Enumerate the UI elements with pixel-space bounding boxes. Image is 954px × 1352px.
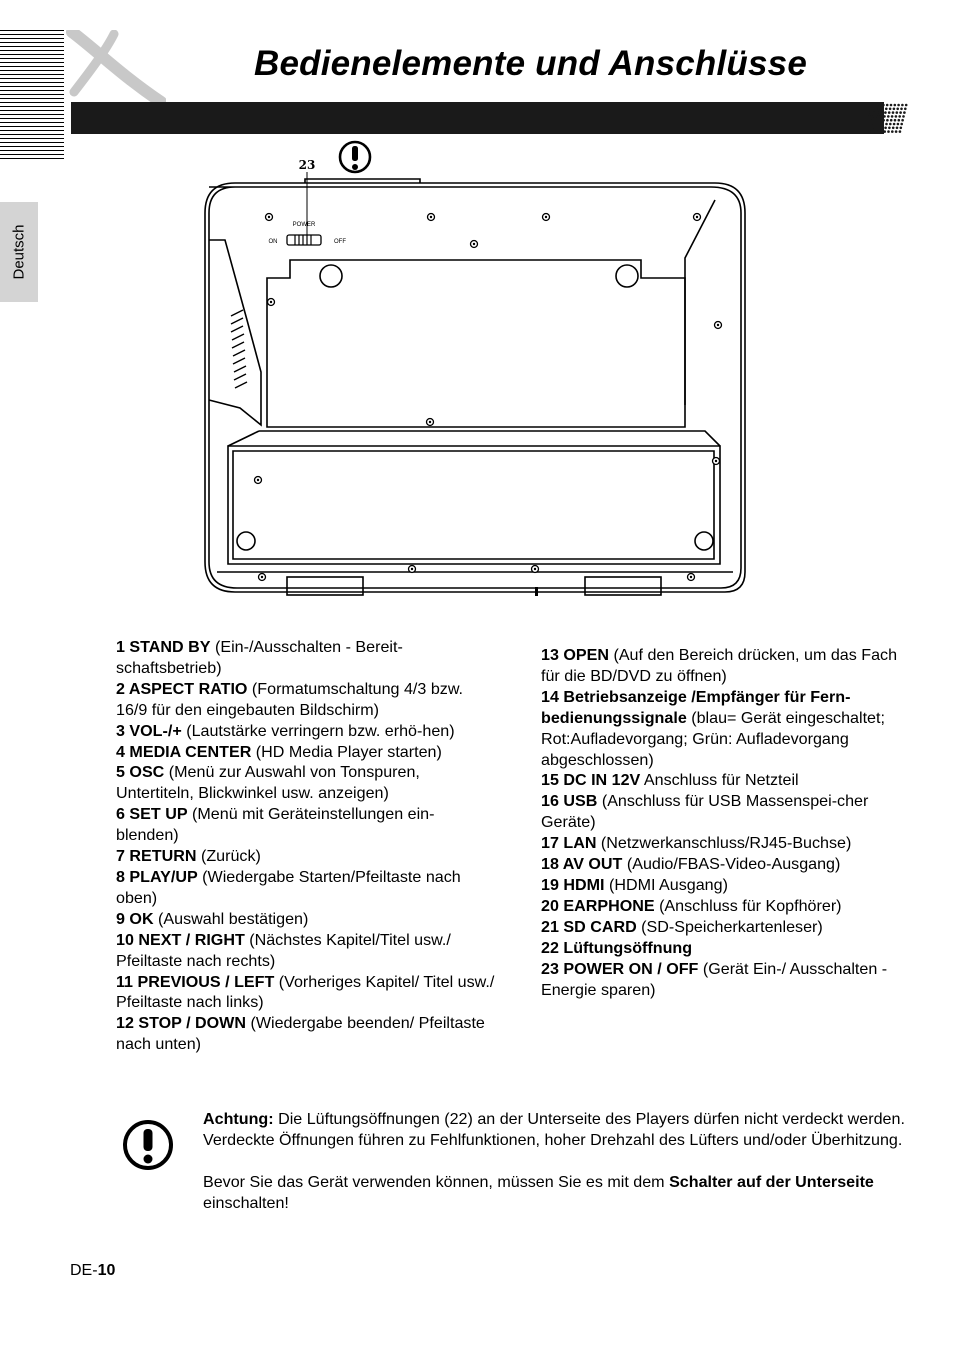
back-panel bbox=[267, 260, 685, 427]
legend-key: 9 OK bbox=[116, 909, 154, 928]
legend-key: 12 STOP / DOWN bbox=[116, 1014, 246, 1033]
legend-item bbox=[116, 846, 496, 867]
page-number-value: 10 bbox=[97, 1262, 116, 1279]
legend-key: 18 AV OUT bbox=[541, 855, 623, 874]
legend-key: 15 DC IN 12V bbox=[541, 771, 641, 790]
legend-key: 10 NEXT / RIGHT bbox=[116, 930, 245, 949]
title-bar-dots bbox=[868, 102, 910, 134]
legend-description: (Wiedergabe Starten/Pfeiltaste nach oben) bbox=[116, 867, 461, 907]
legend-item bbox=[541, 854, 911, 875]
legend-item bbox=[541, 645, 911, 687]
legend-left bbox=[116, 637, 496, 1055]
warning-text-2-after: einschalten! bbox=[203, 1193, 289, 1212]
legend-key: 3 VOL-/+ bbox=[116, 721, 182, 740]
switch-label-power: POWER bbox=[292, 222, 316, 228]
switch-label-on: ON bbox=[268, 239, 278, 245]
legend-key: 20 EARPHONE bbox=[541, 896, 655, 915]
brand-logo bbox=[66, 30, 166, 106]
device-bottom-diagram bbox=[195, 140, 755, 602]
legend-key: 13 OPEN bbox=[541, 646, 609, 664]
legend-item bbox=[116, 1013, 496, 1055]
callout-warning-icon bbox=[340, 142, 370, 172]
legend-description: (Auf den Bereich drücken, um das Fach für die BD/DVD zu öffnen) bbox=[541, 646, 898, 685]
legend-key: 8 PLAY/UP bbox=[116, 867, 198, 886]
warning-paragraph-2 bbox=[203, 1172, 908, 1214]
vent-slots bbox=[231, 310, 247, 388]
legend-item bbox=[116, 637, 496, 679]
legend-description: (Gerät Ein-/ Ausschalten - Energie sparen) bbox=[541, 959, 888, 999]
legend-key: 5 OSC bbox=[116, 763, 165, 782]
warning-icon bbox=[122, 1117, 174, 1173]
screws bbox=[255, 214, 722, 581]
callout-number: 23 bbox=[298, 158, 316, 172]
legend-description: (Menü zur Auswahl von Tonspuren, Untertiteln, Blickwinkel usw. anzeigen) bbox=[116, 763, 420, 803]
legend-item bbox=[116, 721, 496, 742]
power-switch bbox=[287, 235, 321, 245]
warning-paragraph-1 bbox=[203, 1109, 908, 1151]
legend-key: 6 SET UP bbox=[116, 805, 188, 824]
legend-key: 11 PREVIOUS / LEFT bbox=[116, 972, 275, 991]
legend-description: (Anschluss für Kopfhörer) bbox=[654, 896, 842, 915]
legend-item bbox=[541, 896, 911, 917]
legend-key: 22 Lüftungsöffnung bbox=[541, 938, 693, 957]
legend-description: (Ein-/Ausschalten - Bereit-schaftsbetrieb) bbox=[116, 638, 403, 677]
legend-item bbox=[116, 972, 496, 1014]
legend-key: 1 STAND BY bbox=[116, 638, 211, 656]
legend-item bbox=[541, 791, 911, 833]
warning-text-1: Die Lüftungsöffnungen (22) an der Unterseite des Players dürfen nicht verdeckt werden. Verdeckte Öffnungen führen zu Fehlfunktionen, hoher Drehzahl des Lüfters und/oder Überhitzung. bbox=[203, 1110, 905, 1149]
legend-item bbox=[116, 909, 496, 930]
legend-description: (Audio/FBAS-Video-Ausgang) bbox=[622, 855, 841, 874]
legend-description: (Anschluss für USB Massenspei-cher Geräte) bbox=[541, 792, 869, 832]
legend-description: (blau= Gerät eingeschaltet; Rot:Aufladevorgang; Grün: Aufladevorgang abgeschlossen) bbox=[541, 708, 885, 769]
legend-description: (Vorheriges Kapitel/ Titel usw./ Pfeiltaste nach links) bbox=[116, 972, 495, 1012]
legend-description: Anschluss für Netzteil bbox=[640, 771, 799, 790]
legend-key: 23 POWER ON / OFF bbox=[541, 959, 699, 978]
legend-description: (Wiedergabe beenden/ Pfeiltaste nach unten) bbox=[116, 1014, 485, 1054]
legend-description: (HDMI Ausgang) bbox=[604, 875, 728, 894]
legend-item bbox=[116, 867, 496, 909]
legend-description: (Lautstärke verringern bzw. erhö-hen) bbox=[181, 721, 455, 740]
legend-item bbox=[541, 938, 911, 959]
legend-item bbox=[541, 833, 911, 854]
legend-key: 16 USB bbox=[541, 792, 598, 811]
switch-label-off: OFF bbox=[334, 239, 346, 245]
legend-item bbox=[116, 742, 496, 763]
legend-item bbox=[116, 679, 496, 721]
legend-description: (HD Media Player starten) bbox=[251, 742, 442, 761]
page-number bbox=[70, 1262, 115, 1280]
legend-description: (Nächstes Kapitel/Titel usw./ Pfeiltaste nach rechts) bbox=[116, 930, 451, 970]
legend-description: (Auswahl bestätigen) bbox=[153, 909, 309, 928]
legend-description: (Formatumschaltung 4/3 bzw. 16/9 für den eingebauten Bildschirm) bbox=[116, 679, 464, 719]
legend-item bbox=[541, 770, 911, 791]
warning-text bbox=[203, 1109, 908, 1214]
legend-key: 14 Betriebsanzeige /Empfänger für Fern-bedienungssignale bbox=[541, 687, 851, 727]
page-title: Bedienelemente und Anschlüsse bbox=[254, 44, 807, 83]
warning-label: Achtung: bbox=[203, 1110, 274, 1128]
legend-item bbox=[116, 762, 496, 804]
legend-right bbox=[541, 645, 911, 1000]
legend-key: 2 ASPECT RATIO bbox=[116, 679, 248, 698]
legend-description: (Netzwerkanschluss/RJ45-Buchse) bbox=[596, 834, 852, 853]
legend-key: 21 SD CARD bbox=[541, 917, 637, 936]
legend-description: (Zurück) bbox=[196, 847, 261, 866]
disc-compartment bbox=[228, 446, 720, 564]
legend-key: 7 RETURN bbox=[116, 847, 197, 866]
legend-description: (SD-Speicherkartenleser) bbox=[636, 917, 823, 936]
legend-key: 19 HDMI bbox=[541, 875, 605, 894]
legend-item bbox=[541, 687, 911, 771]
legend-item bbox=[116, 930, 496, 972]
warning-text-2-bold: Schalter auf der Unterseite bbox=[669, 1172, 874, 1191]
header-stripes bbox=[0, 30, 64, 160]
legend-item bbox=[541, 917, 911, 938]
language-tab-label: Deutsch bbox=[10, 224, 28, 280]
legend-item bbox=[541, 959, 911, 1001]
warning-text-2-before: Bevor Sie das Gerät verwenden können, müssen Sie es mit dem bbox=[203, 1172, 670, 1191]
page-number-prefix: DE- bbox=[70, 1262, 98, 1279]
legend-key: 17 LAN bbox=[541, 834, 597, 853]
legend-description: (Menü mit Geräteinstellungen ein-blenden) bbox=[116, 805, 435, 845]
legend-key: 4 MEDIA CENTER bbox=[116, 742, 252, 761]
title-bar bbox=[71, 102, 884, 134]
legend-item bbox=[541, 875, 911, 896]
legend-item bbox=[116, 804, 496, 846]
language-tab bbox=[0, 202, 38, 302]
